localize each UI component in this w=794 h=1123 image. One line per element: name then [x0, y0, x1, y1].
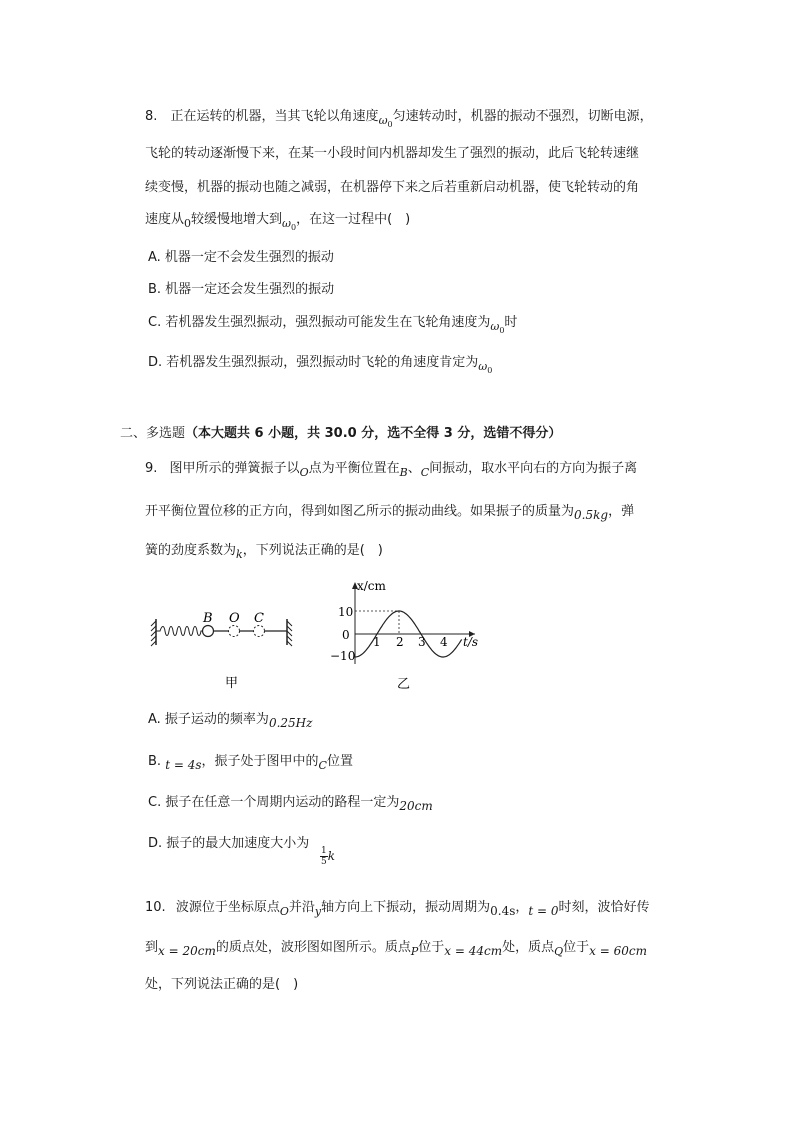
- caption-yi: 乙: [397, 677, 411, 692]
- q8-option-d: D. 若机器发生强烈振动，强烈振动时飞轮的角速度肯定为$_{\omega_0}$: [148, 355, 493, 375]
- omega-symbol: ω0: [478, 360, 493, 375]
- q10-line-2: 到x = 20cm的质点处，波形图如图所示。质点$_P$位于x = 44cm处，质点$_Q$位于x = 60cm: [145, 940, 647, 958]
- q10-number: 10.: [145, 900, 166, 915]
- q10-line-1: 10. 波源位于坐标原点$_O$并沿$_y$轴方向上下振动，振动周期为0.4s，t = 0时刻，波恰好传: [145, 900, 650, 918]
- y-axis-label: x/cm: [357, 579, 386, 593]
- q9-option-c: C. 振子在任意一个周期内运动的路程一定为20cm: [148, 795, 433, 813]
- x-tick-1: 1: [373, 635, 381, 649]
- q9-option-d: D. 振子的最大加速度大小为: [148, 836, 310, 851]
- y-tick-10: 10: [338, 605, 354, 619]
- omega-symbol: ω0: [378, 114, 393, 129]
- ghost-ball-o: [229, 626, 240, 637]
- q8-line-2: 飞轮的转动逐渐慢下来，在某一小段时间内机器却发生了强烈的振动，此后飞轮转速继: [145, 146, 640, 161]
- q9-line-3: 簧的劲度系数为$_k$，下列说法正确的是( ): [145, 543, 383, 561]
- ghost-ball-c: [254, 626, 265, 637]
- q9-option-d-fraction: $\frac{1}{5}$ k: [321, 846, 336, 867]
- left-wall: [151, 619, 156, 646]
- y-tick-minus-10: −10: [330, 649, 356, 663]
- q8-number: 8.: [145, 109, 158, 124]
- q9-line-2: 开平衡位置位移的正方向，得到如图乙所示的振动曲线。如果振子的质量为0.5kg，弹: [145, 504, 635, 522]
- q9-option-b: B. t = 4s，振子处于图甲中的$_C$位置: [148, 754, 353, 772]
- x-tick-4: 4: [440, 635, 448, 649]
- y-tick-0: 0: [342, 628, 350, 642]
- q8-option-a: A. 机器一定不会发生强烈的振动: [148, 250, 334, 265]
- q10-line-3: 处，下列说法正确的是( ): [145, 977, 299, 992]
- caption-jia: 甲: [225, 676, 239, 690]
- spring-oscillator-figure: [150, 605, 295, 690]
- q8-line-1: 8. 正在运转的机器，当其飞轮以角速度$_{\omega_0}$匀速转动时，机器的振动不强烈，切断电源，: [145, 109, 653, 129]
- q8-option-c: C. 若机器发生强烈振动，强烈振动可能发生在飞轮角速度为$_{\omega_0}$时: [148, 315, 518, 335]
- vibration-curve-figure: [325, 578, 490, 693]
- label-o: O: [229, 611, 240, 626]
- q8-line-3: 续变慢，机器的振动也随之减弱，在机器停下来之后若重新启动机器，使飞轮转动的角: [145, 180, 640, 195]
- q9-line-1: 9. 图甲所示的弹簧振子以$_O$点为平衡位置在$_B$、$_C$间振动，取水平向右的方向为振子离: [145, 461, 638, 479]
- mass-ball-b: [203, 626, 214, 637]
- x-tick-2: 2: [396, 635, 404, 649]
- q8-option-b: B. 机器一定还会发生强烈的振动: [148, 282, 335, 297]
- q9-number: 9.: [145, 461, 158, 476]
- q9-option-a: A. 振子运动的频率为0.25Hz: [148, 712, 313, 730]
- section-heading: 二、多选题（本大题共 6 小题，共 30.0 分，选不全得 3 分，选错不得分）: [120, 426, 562, 441]
- label-b: B: [203, 611, 213, 626]
- omega-symbol: ω0: [490, 320, 505, 335]
- t-axis-label: t/s: [463, 635, 479, 649]
- spring: [156, 627, 203, 636]
- omega-symbol: ω0: [282, 217, 297, 232]
- x-tick-3: 3: [418, 635, 426, 649]
- right-wall: [287, 619, 292, 646]
- label-c: C: [254, 611, 264, 626]
- q8-line-4: 速度从$_0$较缓慢地增大到$_{\omega_0}$，在这一过程中( ): [145, 212, 411, 232]
